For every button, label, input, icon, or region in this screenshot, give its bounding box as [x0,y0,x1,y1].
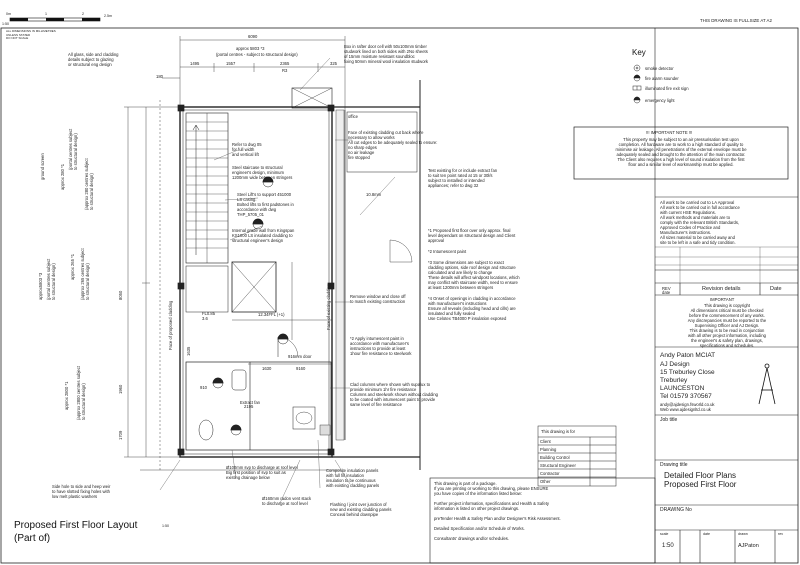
note-apply-intumescent: *2 Apply intumescent paint in accordance with manufacturer's instructions to provide at least 1hour fire resistance to steelwork [350,336,412,356]
company-tel: Tel 01579 370567 [660,393,712,400]
note-steel-stair: Steel staircase to structural engineer's design, minimum 1200mm wide between stringers [232,165,293,180]
dim-1557: 1557 [226,61,236,66]
approx-265-label: approx 265 *1 [70,253,75,280]
package-note: This drawing is part of a package. If you are printing or working to this drawing, please ENSURE you have copies of the information listed below: Further project information, specifications and Health & Safety information is listed on other project drawings. preTender Health & Safety Plan and/or Designer's Risk Assessment. Detailed Specification and/or Schedule of Works. Consultants' drawings and/or schedules. [434,481,561,541]
plan-title: Proposed First Floor Layout [14,520,138,531]
drawing-for-title: This drawing is for [541,429,575,434]
plan-subtitle: (Part of) [14,533,51,544]
note-clad-columns: Clad columns where shown with supalux to provide minimum 1hr fire resistance Columns and steelwork shown without cladding to be coated with intumescent paint to provide same level of fire resistance [350,382,438,407]
drawing-for-client: Client [540,439,551,444]
drawing-title-label: Drawing title [660,462,688,468]
company-name: AJ Design [660,361,690,368]
structural-note-5: (approx 2800 centres subject to structural design) [76,365,86,420]
dim-overall: 6090 [248,34,258,39]
key-item-exit-sign: illuminated fire exit sign [645,86,689,91]
dim-2195: 2195 [244,404,254,409]
key-item-smoke: smoke detector [645,66,674,71]
drawing-title: Detailed Floor Plans Proposed First Floor [664,471,737,489]
scale-mark: 2 [82,12,84,16]
dim-9160: 9160 [296,366,306,371]
note-flashing: Flashing / joint over junction of new and existing cladding panels Conceal behind downpipe [330,502,392,517]
dim-1630: 1630 [262,366,272,371]
important-note-title: !!! IMPORTANT NOTE !!! [646,130,693,135]
company-web: Web www.ajdesignltd.co.uk [660,407,711,412]
dim-r3: R3 [282,68,288,73]
drawing-for-engineer: Structural Engineer [540,463,576,468]
note-n3: *3 Some dimensions are subject to exact cladding options, side roof design and structure calculated and are likely to change These details will affect windpost locations, which may conflict with staircase width, need to ensure at least 1200mm between stringers [428,260,520,290]
note-n4: *4 Onset of openings in cladding in accordance with manufacturer's instructions Ensure all reveals (including head and cills) are insulated and fully sealed Use Celotex TB4000 P insulation exposed [428,296,516,321]
rev-col-date-short: date [662,290,671,295]
ground-screen-label: ground screen [40,153,45,180]
scale-end: 2.5m [104,14,112,18]
label-extract-fan: Extract fan [240,400,261,405]
approx-5803-label: approx5803 *3 [38,272,43,300]
dim-8050: 8050 [118,290,123,300]
structural-note-4: (portal centres subject to structural design) [46,258,56,300]
wc-room [186,362,331,450]
rev-col-details: Revision details [702,286,741,292]
company-person: Andy Paton MCIAT [660,352,716,359]
scale-start: 0m [6,12,11,16]
general-notes: All work to be carried out to LA Approval All work to be carried out in full accordance with current HSE Regulations. All work methods and materials are to comply with the relevant British Standards, Approved Codes of Practice and Manufacturer's instructions. All sizes material to be carried away and site to be left in a safe and tidy condition. [660,200,740,245]
dim-portal-note: (portal centres - subject to structural design) [216,52,298,57]
scale-label: scale [660,532,669,536]
note-n2: *2 Intumescent paint [428,249,467,254]
date-label: date [703,532,710,536]
company-address2: Treburley [660,377,688,384]
note-rain-pipe: Side hole to side and heep weir to have slotted fixing holes with low melt plastic washers [52,484,111,499]
structural-note-1: (portal centres subject to structural design) [68,128,78,170]
face-proposed-cladding: Face of proposed cladding [168,300,173,350]
note-face-existing: Face of existing cladding cut back where necessary to allow works All cut edges to be adequately sealed to ensure: no sharp edges no air leakage fire stopped [348,130,438,160]
dim-325: 325 [330,61,337,66]
label-corridor: 10.8mm [366,192,382,197]
dim-910: 910 [200,385,207,390]
rev-label: rev [778,532,783,536]
note-box-in: Box in rafter door cell with 50x100mm timber studwork lined on both sides with 2No sheets of 15mm moisture resistant soundbloc fixing 50mm mineral wool insulation studwork [344,44,429,64]
job-title-label: Job title [660,417,678,423]
face-existing-cladding-label: Face of existing cladding [326,283,331,330]
key-item-sounder: fire alarm sounder [645,76,679,81]
note-n1: *1 Proposed first floor over only approx. final level dependant on structural design and Client approval [428,228,516,243]
dim-180: 180 [156,74,163,79]
dim-1635: 1635 [186,346,191,356]
fullsize-note: THIS DRAWING IS FULLSIZE AT A2 [700,18,772,23]
label-door-916: 916mm door [288,354,312,359]
dim-2365: 2365 [280,61,290,66]
note-refer-dwg: Refer to dwg 05 for full width and vertical lift [232,142,262,157]
company-address3: LAUNCESTON [660,385,705,392]
note-remove-window: Remove window and close off to match existing construction [350,294,406,304]
dim-1709: 1709 [118,430,123,440]
drawn-value: AJPaton [738,543,759,549]
dim-1960: 1960 [118,384,123,394]
label-step: FL0.85 3.6 [202,311,216,321]
note-composite-panels: Composite insulation panels with full fill insulation insulation to be continuous with existing cladding panels [326,468,380,488]
dim-approx-centres: approx 5803 *3 [236,46,265,51]
copyright-body: This drawing is copyright All dimensions critical must be checked before the commencement of any works. Any discrepancies must be reported to the Supervising Officer and AJ Design. This drawing is to be read in conjunction with all other project information, including the engineer's & safety plan, drawings, specifications and schedules. [687,303,767,348]
note-svp: Ø100mm svp to discharge at roof level Big first position of svp to suit as existing drainage below [226,465,298,480]
company-email: andy@ajdesign.fsworld.co.uk [660,402,715,407]
tiny-note: ALL DIMENSIONS IN MILLIMETRES UNLESS STATED DO NOT SCALE [6,29,56,41]
important-note-body: This property may be subject to an air pressurisation test upon completion. All hardware are to work to a high standard of quality to minimise air leakage. All penetrations of the external envelope must be adequately sealed and brought to the attention of the main contractor. The Client also requires a high level of sound insulation from the first floor and a similar level of workmanship must be applied. [615,137,747,167]
approx-280-label: approx 280 *1 [60,163,65,190]
drawing-for-contractor: Contractor [540,471,560,476]
key-symbols [633,65,641,103]
dim-1495: 1495 [190,61,200,66]
rev-col-rev: REV [662,286,671,291]
label-office: office [348,114,358,119]
note-steel-lift: Steel Lift's to support 451000 LS casing. Bolted lifts to first padstones in accordance with dwg THP_5705_01 [237,192,294,217]
scale-ratio: 1:50 [2,22,9,26]
note-internal-grade: Internal grade wall from Kingspan KS1000 LS insulated cladding to structural engineer's design [232,228,295,243]
note-radon: Ø160mm radon vent stack to discharge at roof level [262,496,312,506]
copyright-title: IMPORTANT [710,297,735,302]
approx-2800-label: approx 2800 *1 [64,381,69,410]
note-glass-steel: All glass, side and cladding details subject to glazing or structural eng design [68,52,119,67]
rev-col-date: Date [770,286,782,292]
drawing-for-planning: Planning [540,447,557,452]
drawn-label: drawn [738,532,748,536]
label-level: 12.34FFL (+1) [258,312,285,317]
scale-mid: 1 [45,12,47,16]
drawing-no-label: DRAWING No [660,507,692,513]
drawing-for-bc: Building Control [540,455,570,460]
key-title: Key [632,48,646,57]
dimension-lines [124,36,345,457]
structural-note-2: (approx 280 centres subject to structural design) [84,158,94,210]
structural-note-3: (approx 265 centres subject to structural design) [80,248,90,300]
key-item-emergency: emergency light [645,98,675,103]
dividers-logo [759,364,775,404]
scale-bar [10,18,100,21]
drawing-for-other: Other [540,479,551,484]
plan-title-scale: 1:50 [162,524,169,528]
note-test-existing: Test existing for or include extract fan to suit ten point rated at 15 or 30l/s subject to installed or intended appliances; refer to dwg 32 [428,168,498,188]
leader-lines [160,58,395,503]
company-address1: 15 Treburley Close [660,369,715,376]
scale-value: 1:50 [662,543,674,549]
